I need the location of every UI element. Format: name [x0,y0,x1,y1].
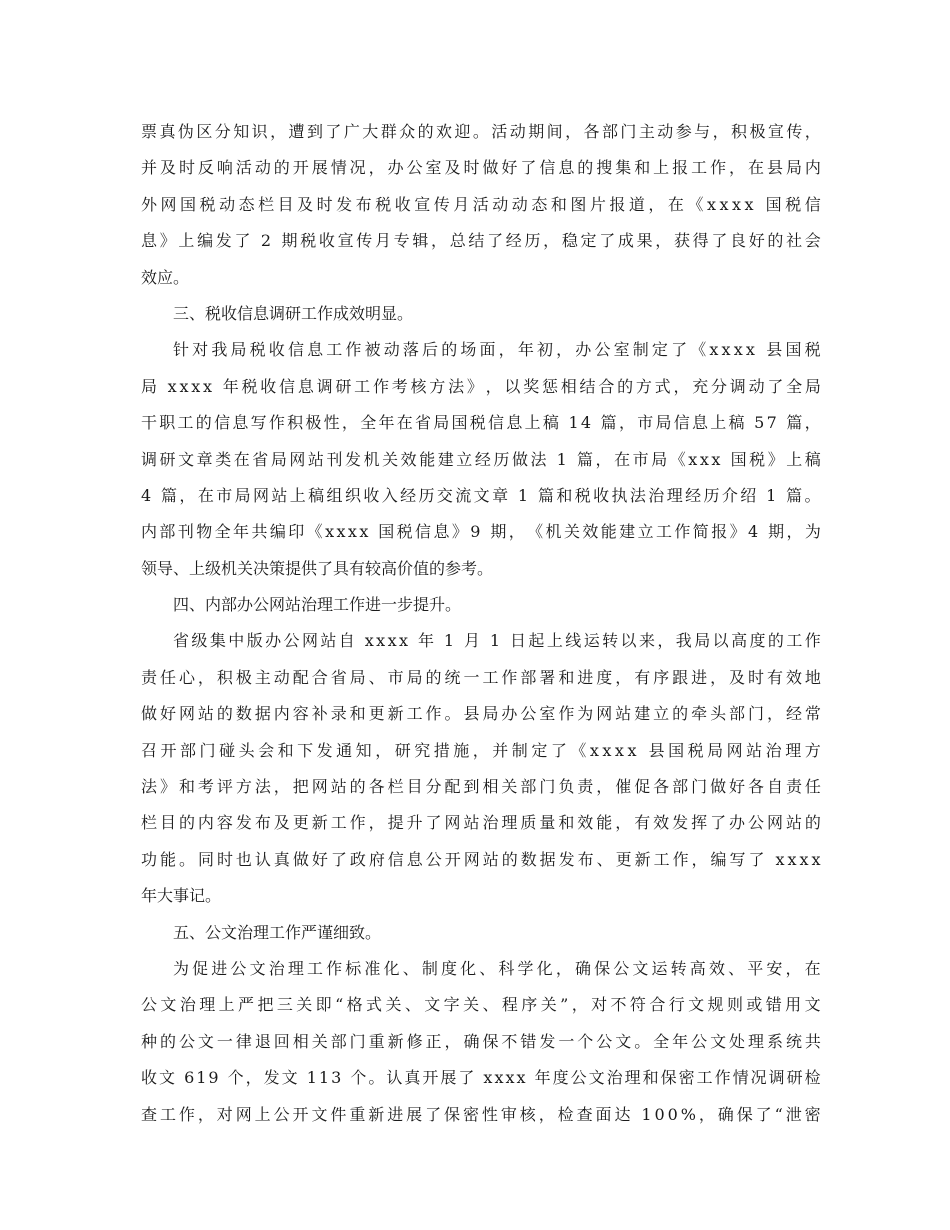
text-line: 四、内部办公网站治理工作进一步提升。 [173,595,462,615]
text-line: 息 》 上 编 发 了 2 期 税 收 宣 传 月 专 辑 ， 总 结 了 经 历 ， 稳 定 了 成 果 ， 获 得 了 良 好 的 社 会 [141,231,821,251]
text-line: 法 》 和 考 评 方 法 ， 把 网 站 的 各 栏 目 分 配 到 相 关 部 门 负 责 ， 催 促 各 部 门 做 好 各 自 责 任 [141,777,821,797]
text-line: 领导、上级机关决策提供了具有较高价值的参考。 [141,558,494,578]
text-line: 内 部 刊 物 全 年 共 编 印 《 x x x x 国 税 信 息 》 9 期 ， 《 机 关 效 能 建 立 工 作 简 报 》 4 期 ， 为 [141,522,821,542]
text-line: 针 对 我 局 税 收 信 息 工 作 被 动 落 后 的 场 面 ， 年 初 ， 办 公 室 制 定 了 《 x x x x 县 国 税 [173,340,821,360]
text-line: 效应。 [141,267,190,287]
text-line: 外 网 国 税 动 态 栏 目 及 时 发 布 税 收 宣 传 月 活 动 动 态 和 图 片 报 道 ， 在 《 x x x x 国 税 信 [141,194,821,214]
text-line: 五、公文治理工作严谨细致。 [173,922,382,942]
text-line: 种 的 公 文 一 律 退 回 相 关 部 门 重 新 修 正 ， 确 保 不 错 发 一 个 公 文 。 全 年 公 文 处 理 系 统 共 [141,1031,821,1051]
text-line: 4 篇 ， 在 市 局 网 站 上 稿 组 织 收 入 经 历 交 流 文 章 1 篇 和 税 收 执 法 治 理 经 历 介 绍 1 篇 。 [141,485,821,505]
text-line: 三、税收信息调研工作成效明显。 [173,303,414,323]
text-line: 票 真 伪 区 分 知 识 ， 遭 到 了 广 大 群 众 的 欢 迎 。 活 动 期 间 ， 各 部 门 主 动 参 与 ， 积 极 宣 传 ， [141,122,821,141]
text-line: 做 好 网 站 的 数 据 内 容 补 录 和 更 新 工 作 。 县 局 办 公 室 作 为 网 站 建 立 的 牵 头 部 门 ， 经 常 [141,704,821,724]
text-line: 干 职 工 的 信 息 写 作 积 极 性 ， 全 年 在 省 局 国 税 信 息 上 稿 1 4 篇 ， 市 局 信 息 上 稿 5 7 篇 ， [141,413,821,433]
text-line: 功 能 。 同 时 也 认 真 做 好 了 政 府 信 息 公 开 网 站 的 数 据 发 布 、 更 新 工 作 ， 编 写 了 x x x x [141,849,821,869]
text-line: 为 促 进 公 文 治 理 工 作 标 准 化 、 制 度 化 、 科 学 化 ， 确 保 公 文 运 转 高 效 、 平 安 ， 在 [173,958,821,978]
text-line: 查 工 作 ， 对 网 上 公 开 文 件 重 新 进 展 了 保 密 性 审 核 ， 检 查 面 达 1 0 0 % ， 确 保 了 “ 泄 密 [141,1104,821,1124]
text-line: 调 研 文 章 类 在 省 局 网 站 刊 发 机 关 效 能 建 立 经 历 做 法 1 篇 ， 在 市 局 《 x x x 国 税 》 上 稿 [141,449,821,469]
text-line: 年大事记。 [141,886,222,906]
text-line: 局 x x x x 年 税 收 信 息 调 研 工 作 考 核 方 法 》 ， 以 奖 惩 相 结 合 的 方 式 ， 充 分 调 动 了 全 局 [141,376,821,396]
document-body [141,114,821,1133]
text-line: 并 及 时 反 响 活 动 的 开 展 情 况 ， 办 公 室 及 时 做 好 了 信 息 的 搜 集 和 上 报 工 作 ， 在 县 局 内 [141,158,821,178]
text-line: 栏 目 的 内 容 发 布 及 更 新 工 作 ， 提 升 了 网 站 治 理 质 量 和 效 能 ， 有 效 发 挥 了 办 公 网 站 的 [141,813,821,833]
text-line: 召 开 部 门 碰 头 会 和 下 发 通 知 ， 研 究 措 施 ， 并 制 定 了 《 x x x x 县 国 税 局 网 站 治 理 方 [141,740,821,760]
text-line: 省 级 集 中 版 办 公 网 站 自 x x x x 年 1 月 1 日 起 上 线 运 转 以 来 ， 我 局 以 高 度 的 工 作 [173,631,821,651]
text-line: 收 文 6 1 9 个 ， 发 文 1 1 3 个 。 认 真 开 展 了 x x x x 年 度 公 文 治 理 和 保 密 工 作 情 况 调 研 检 [141,1068,821,1088]
text-line: 责 任 心 ， 积 极 主 动 配 合 省 局 、 市 局 的 统 一 工 作 部 署 和 进 度 ， 有 序 跟 进 ， 及 时 有 效 地 [141,667,821,687]
text-line: 公 文 治 理 上 严 把 三 关 即 “ 格 式 关 、 文 字 关 、 程 序 关 ” ， 对 不 符 合 行 文 规 则 或 错 用 文 [141,995,821,1015]
